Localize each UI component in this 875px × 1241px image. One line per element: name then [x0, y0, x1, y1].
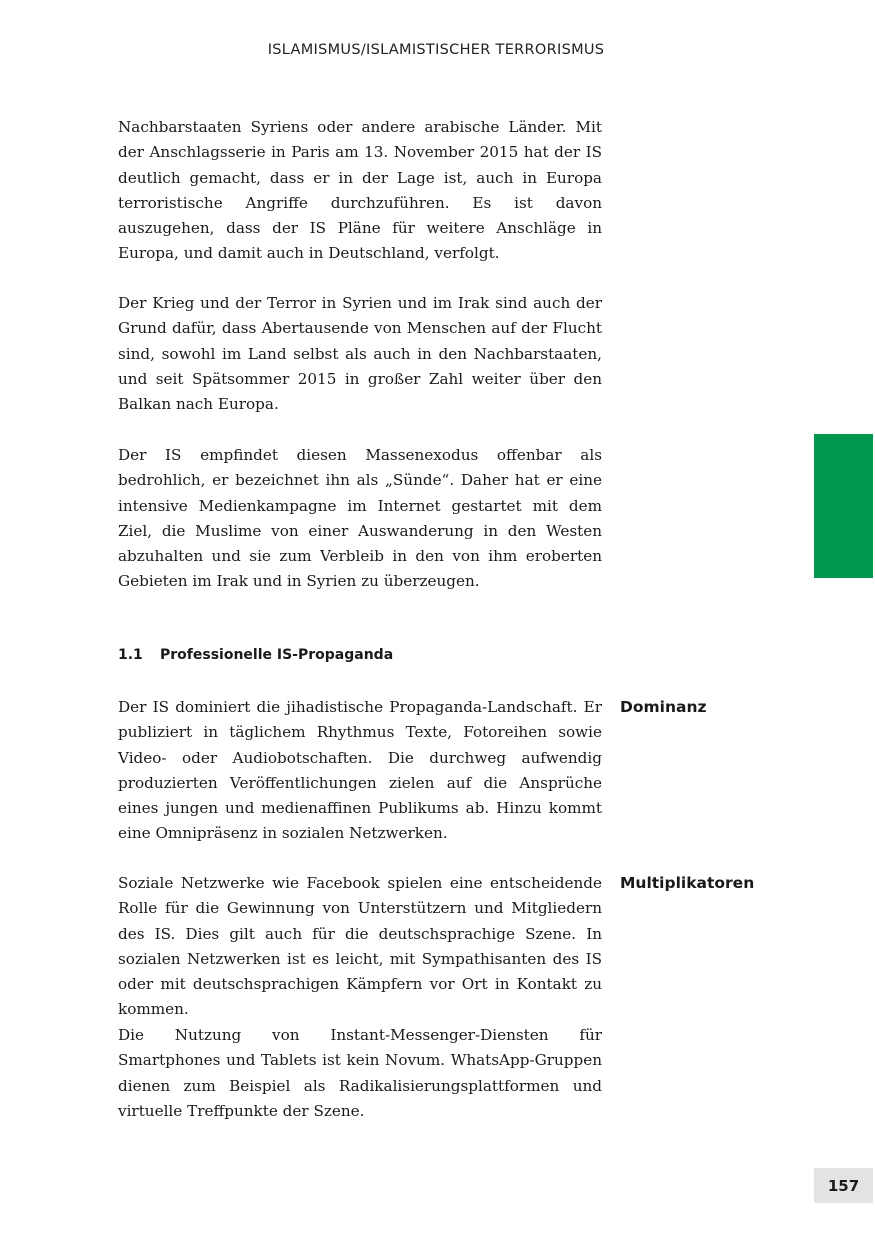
paragraph-4: Der IS dominiert die jihadistische Propaganda-Landschaft. Er publiziert in täglichem Rhythmus Texte, Fotoreihen sowie Video- oder Audiobotschaften. Die durchweg aufwendig produzierten Veröffentlichungen zielen auf die Ansprüche eines jungen und medienaffinen Publikums ab. Hinzu kommt eine Omnipräsenz in sozialen Netzwerken. — [118, 698, 602, 843]
paragraph-1: Nachbarstaaten Syriens oder andere arabische Länder. Mit der Anschlagsserie in Paris am 13. November 2015 hat der IS deutlich gemacht, dass er in der Lage ist, auch in Europa terroristische Angriffe durchzuführen. Es ist davon auszugehen, dass der IS Pläne für weitere Anschläge in Europa, und damit auch in Deutschland, verfolgt. — [118, 118, 602, 263]
marginal-note-dominanz: Dominanz — [620, 698, 707, 716]
page-number: 157 — [814, 1168, 873, 1203]
running-head: ISLAMISMUS/ISLAMISTISCHER TERRORISMUS — [267, 42, 605, 58]
chapter-thumb-tab — [814, 434, 873, 578]
section-title: Professionelle IS-Propaganda — [160, 647, 394, 663]
paragraph-2: Der Krieg und der Terror in Syrien und im Irak sind auch der Grund dafür, dass Abertausende von Menschen auf der Flucht sind, sowohl im Land selbst als auch in den Nachbarstaaten, und seit Spätsommer 2015 in großer Zahl weiter über den Balkan nach Europa. — [118, 294, 602, 414]
paragraph-5: Soziale Netzwerke wie Facebook spielen eine entscheidende Rolle für die Gewinnung von Unterstützern und Mitgliedern des IS. Dies gilt auch für die deutschsprachige Szene. In sozialen Netzwerken ist es leicht, mit Sympathisanten des IS oder mit deutschsprachigen Kämpfern vor Ort in Kontakt zu kommen. — [118, 874, 602, 1019]
section-number: 1.1 — [118, 647, 143, 663]
paragraph-3: Der IS empfindet diesen Massenexodus offenbar als bedrohlich, er bezeichnet ihn als „Sünde“. Daher hat er eine intensive Medienkampagne im Internet gestartet mit dem Ziel, die Muslime von einer Auswanderung in den Westen abzuhalten und sie zum Verbleib in den von ihm eroberten Gebieten im Irak und in Syrien zu überzeugen. — [118, 446, 602, 591]
section-heading — [118, 647, 393, 663]
paragraph-6: Die Nutzung von Instant-Messenger-Diensten für Smartphones und Tablets ist kein Novum. WhatsApp-Gruppen dienen zum Beispiel als Radikalisierungsplattformen und virtuelle Treffpunkte der Szene. — [118, 1026, 602, 1120]
marginal-note-multiplikatoren: Multiplikatoren — [620, 874, 755, 892]
